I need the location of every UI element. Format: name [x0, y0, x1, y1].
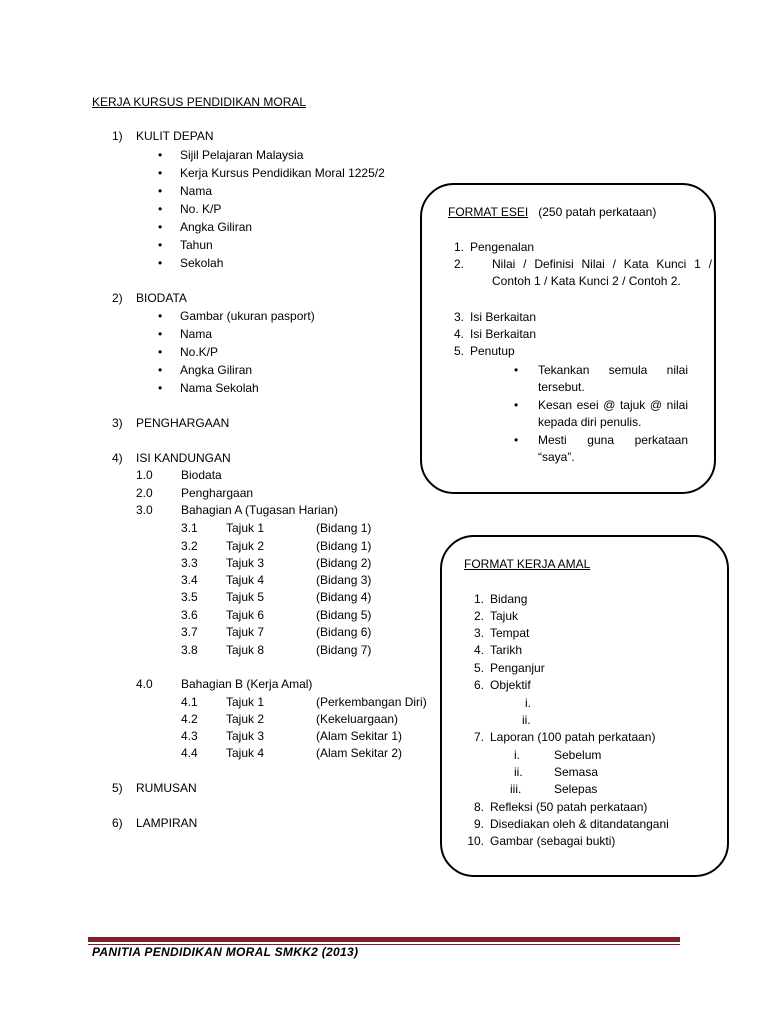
list-item: 4. Tarikh: [473, 643, 523, 657]
list-item: 2. Nilai / Definisi Nilai / Kata Kunci 1 / Contoh 1 / Kata Kunci 2 / Contoh 2.: [453, 257, 712, 288]
list-subitem: i. Sebelum: [514, 748, 602, 762]
toc-subitem: 4.2 Tajuk 2 (Kekeluargaan): [181, 712, 399, 726]
list-item: 5. Penganjur: [473, 661, 545, 675]
list-item: 2. Tajuk: [473, 609, 519, 623]
section-biodata: 2) BIODATA: [112, 291, 187, 305]
list-item: • Tahun: [158, 238, 213, 252]
list-subitem: ii. Semasa: [514, 765, 599, 779]
format-esei-note: (250 patah perkataan): [538, 205, 657, 219]
toc-subitem: 3.8 Tajuk 8 (Bidang 7): [181, 643, 372, 657]
list-item: • Kesan esei @ tajuk @ nilai kepada diri penulis.: [514, 398, 688, 429]
list-item: • Kerja Kursus Pendidikan Moral 1225/2: [158, 166, 385, 180]
section-isi-kandungan: 4) ISI KANDUNGAN: [112, 451, 231, 465]
list-subitem: ii.: [522, 713, 531, 727]
list-item: • Nama: [158, 327, 213, 341]
toc-subitem: 3.7 Tajuk 7 (Bidang 6): [181, 625, 372, 639]
list-item: • Nama: [158, 184, 213, 198]
list-item: 10. Gambar (sebagai bukti): [467, 834, 616, 848]
list-item: 3. Tempat: [473, 626, 530, 640]
list-item: 8. Refleksi (50 patah perkataan): [473, 800, 648, 814]
list-item: • No. K/P: [158, 202, 222, 216]
toc-subitem: 3.1 Tajuk 1 (Bidang 1): [181, 521, 372, 535]
list-item: • Angka Giliran: [158, 363, 253, 377]
toc-subitem: 3.3 Tajuk 3 (Bidang 2): [181, 556, 372, 570]
list-item: 6. Objektif: [473, 678, 531, 692]
toc-item: 4.0 Bahagian B (Kerja Amal): [136, 677, 313, 691]
toc-subitem: 3.5 Tajuk 5 (Bidang 4): [181, 590, 372, 604]
format-kerja-amal-heading: FORMAT KERJA AMAL: [464, 557, 591, 571]
format-esei-box: [420, 183, 716, 494]
list-item: 1. Bidang: [473, 592, 528, 606]
list-item: • Nama Sekolah: [158, 381, 259, 395]
list-item: • No.K/P: [158, 345, 219, 359]
section-lampiran: 6) LAMPIRAN: [112, 816, 198, 830]
toc-subitem: 3.2 Tajuk 2 (Bidang 1): [181, 539, 372, 553]
list-item: • Tekankan semula nilai tersebut.: [514, 363, 688, 394]
footer-text: PANITIA PENDIDIKAN MORAL SMKK2 (2013): [92, 945, 359, 959]
toc-subitem: 4.3 Tajuk 3 (Alam Sekitar 1): [181, 729, 403, 743]
document-title: KERJA KURSUS PENDIDIKAN MORAL: [92, 95, 307, 109]
list-item: 7. Laporan (100 patah perkataan): [473, 730, 656, 744]
list-item: • Mesti guna perkataan “saya”.: [514, 433, 688, 464]
list-subitem: iii. Selepas: [510, 782, 598, 796]
list-subitem: i.: [525, 696, 531, 710]
list-item: 5. Penutup: [453, 344, 515, 358]
list-item: • Sijil Pelajaran Malaysia: [158, 148, 304, 162]
list-item: 4. Isi Berkaitan: [453, 327, 537, 341]
section-penghargaan: 3) PENGHARGAAN: [112, 416, 230, 430]
list-item: 1. Pengenalan: [453, 240, 535, 254]
toc-subitem: 4.4 Tajuk 4 (Alam Sekitar 2): [181, 746, 403, 760]
toc-item: 2.0 Penghargaan: [136, 486, 254, 500]
section-kulit-depan: 1) KULIT DEPAN: [112, 129, 214, 143]
list-item: • Angka Giliran: [158, 220, 253, 234]
toc-subitem: 3.6 Tajuk 6 (Bidang 5): [181, 608, 372, 622]
format-kerja-amal-box: [440, 535, 729, 877]
toc-subitem: 3.4 Tajuk 4 (Bidang 3): [181, 573, 372, 587]
list-item: 3. Isi Berkaitan: [453, 310, 537, 324]
section-rumusan: 5) RUMUSAN: [112, 781, 197, 795]
toc-item: 3.0 Bahagian A (Tugasan Harian): [136, 503, 338, 517]
toc-subitem: 4.1 Tajuk 1 (Perkembangan Diri): [181, 695, 427, 709]
toc-item: 1.0 Biodata: [136, 468, 222, 482]
footer-rule: [88, 937, 680, 942]
list-item: 9. Disediakan oleh & ditandatangani: [473, 817, 669, 831]
list-item: • Sekolah: [158, 256, 224, 270]
list-item: • Gambar (ukuran pasport): [158, 309, 315, 323]
format-esei-heading: FORMAT ESEI: [448, 205, 529, 219]
